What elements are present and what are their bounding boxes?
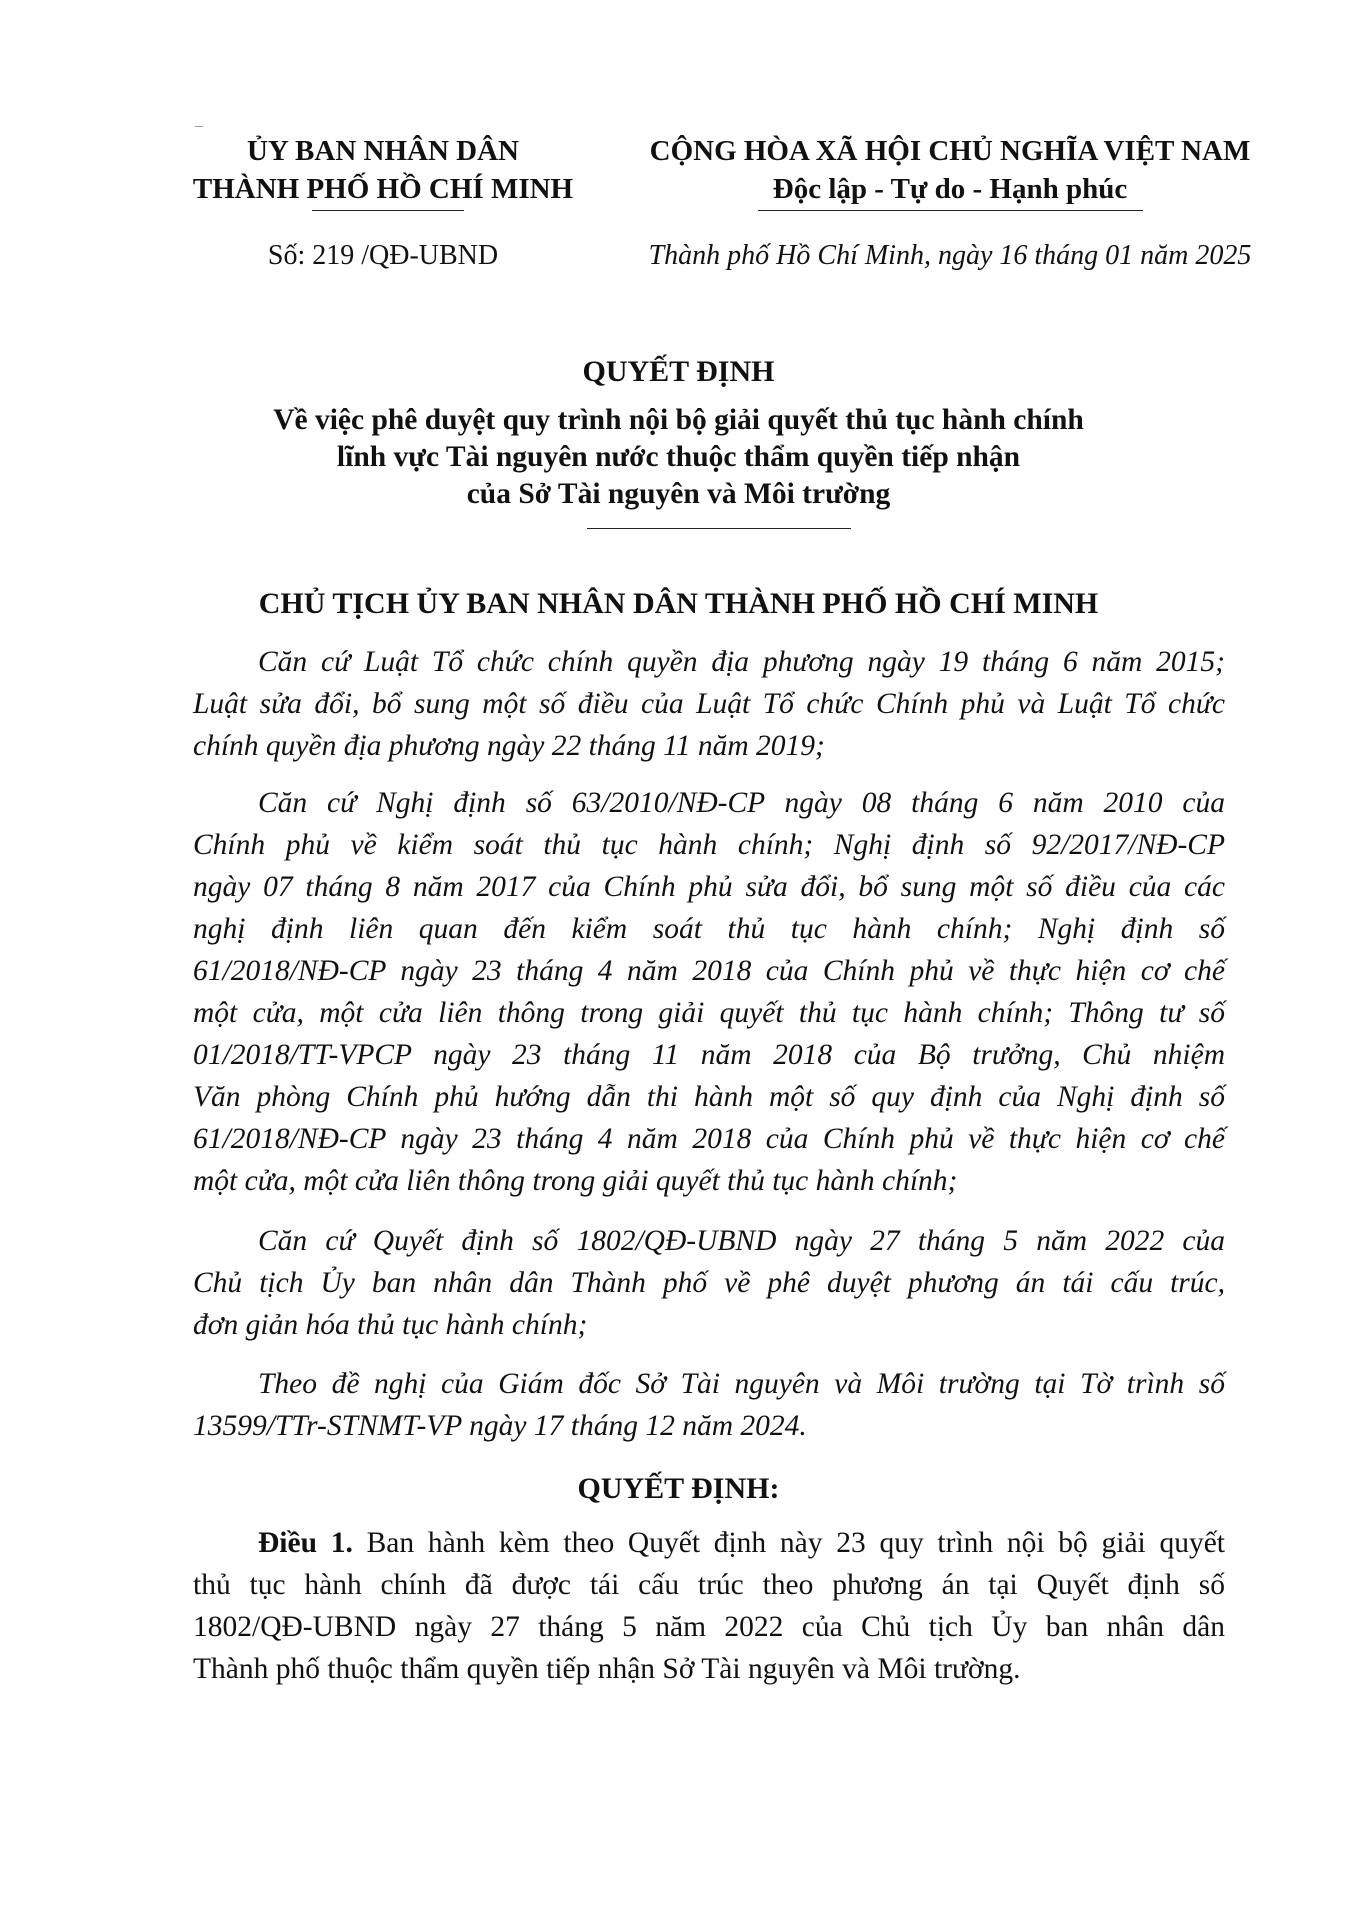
legal-basis (193, 641, 1225, 767)
legal-basis-line: Căn cứ Quyết định số 1802/QĐ-UBND ngày 27 tháng 5 năm 2022 của (258, 1225, 1225, 1257)
legal-basis-line: Theo đề nghị của Giám đốc Sở Tài nguyên và Môi trường tại Tờ trình số (258, 1368, 1225, 1400)
legal-basis-line: đơn giản hóa thủ tục hành chính; (193, 1309, 588, 1341)
legal-basis-line: một cửa, một cửa liên thông trong giải quyết thủ tục hành chính; (193, 1165, 958, 1197)
subject-line: của Sở Tài nguyên và Môi trường (466, 478, 891, 510)
legal-basis-line: chính quyền địa phương ngày 22 tháng 11 năm 2019; (193, 730, 825, 762)
legal-basis-line: Chủ tịch Ủy ban nhân dân Thành phố về phê duyệt phương án tái cấu trúc, (193, 1267, 1225, 1299)
legal-basis (193, 1220, 1225, 1346)
legal-basis-line: Chính phủ về kiểm soát thủ tục hành chính; Nghị định số 92/2017/NĐ-CP (193, 829, 1225, 861)
agency-underline (312, 210, 464, 211)
subject-line: Về việc phê duyệt quy trình nội bộ giải quyết thủ tục hành chính (273, 404, 1084, 436)
place-date: Thành phố Hồ Chí Minh, ngày 16 tháng 01 năm 2025 (648, 240, 1252, 271)
legal-basis-line: 01/2018/TT-VPCP ngày 23 tháng 11 năm 2018 của Bộ trưởng, Chủ nhiệm (193, 1039, 1225, 1071)
subject-line: lĩnh vực Tài nguyên nước thuộc thẩm quyền tiếp nhận (336, 441, 1021, 473)
issuing-agency-line1: ỦY BAN NHÂN DÂN (246, 135, 519, 167)
legal-basis (193, 782, 1225, 1202)
country-name: CỘNG HÒA XÃ HỘI CHỦ NGHĨA VIỆT NAM (649, 135, 1251, 167)
legal-basis-line: 61/2018/NĐ-CP ngày 23 tháng 4 năm 2018 của Chính phủ về thực hiện cơ chế (193, 1123, 1225, 1155)
article-line: Thành phố thuộc thẩm quyền tiếp nhận Sở Tài nguyên và Môi trường. (193, 1653, 1021, 1685)
decision-subject (0, 402, 1357, 513)
issuing-agency (173, 132, 593, 208)
legal-basis-line: một cửa, một cửa liên thông trong giải quyết thủ tục hành chính; Thông tư số (193, 997, 1225, 1029)
legal-basis-line: Căn cứ Nghị định số 63/2010/NĐ-CP ngày 08 tháng 6 năm 2010 của (258, 787, 1225, 819)
article-line (193, 1522, 1225, 1564)
article-label: Điều 1. (258, 1527, 353, 1559)
legal-basis-line: Luật sửa đổi, bổ sung một số điều của Luật Tổ chức Chính phủ và Luật Tổ chức (193, 688, 1225, 720)
legal-basis-line: 13599/TTr-STNMT-VP ngày 17 tháng 12 năm 2024. (193, 1410, 807, 1442)
scan-mark (195, 126, 203, 127)
legal-basis-line: 61/2018/NĐ-CP ngày 23 tháng 4 năm 2018 của Chính phủ về thực hiện cơ chế (193, 955, 1225, 987)
legal-basis-line: nghị định liên quan đến kiểm soát thủ tục hành chính; Nghị định số (193, 913, 1225, 945)
decision-heading: QUYẾT ĐỊNH: (577, 1472, 780, 1505)
decision-title: QUYẾT ĐỊNH (582, 355, 775, 388)
article-line: thủ tục hành chính đã được tái cấu trúc theo phương án tại Quyết định số (193, 1569, 1225, 1601)
legal-basis-line: Căn cứ Luật Tổ chức chính quyền địa phương ngày 19 tháng 6 năm 2015; (258, 646, 1225, 678)
article-text: Ban hành kèm theo Quyết định này 23 quy trình nội bộ giải quyết (352, 1527, 1226, 1559)
legal-basis (193, 1363, 1225, 1447)
issuing-agency-line2: THÀNH PHỐ HỒ CHÍ MINH (192, 173, 574, 205)
motto-underline (758, 210, 1143, 211)
title-underline (587, 528, 851, 529)
article-1 (193, 1522, 1225, 1690)
legal-basis-line: Văn phòng Chính phủ hướng dẫn thi hành một số quy định của Nghị định số (193, 1081, 1225, 1113)
issuing-authority: CHỦ TỊCH ỦY BAN NHÂN DÂN THÀNH PHỐ HỒ CHÍ MINH (258, 587, 1099, 620)
document-number: Số: 219 /QĐ-UBND (267, 240, 499, 271)
legal-basis-line: ngày 07 tháng 8 năm 2017 của Chính phủ sửa đổi, bổ sung một số điều của các (193, 871, 1225, 903)
article-line: 1802/QĐ-UBND ngày 27 tháng 5 năm 2022 của Chủ tịch Ủy ban nhân dân (193, 1611, 1225, 1643)
motto: Độc lập - Tự do - Hạnh phúc (772, 173, 1128, 205)
national-motto (600, 132, 1300, 208)
